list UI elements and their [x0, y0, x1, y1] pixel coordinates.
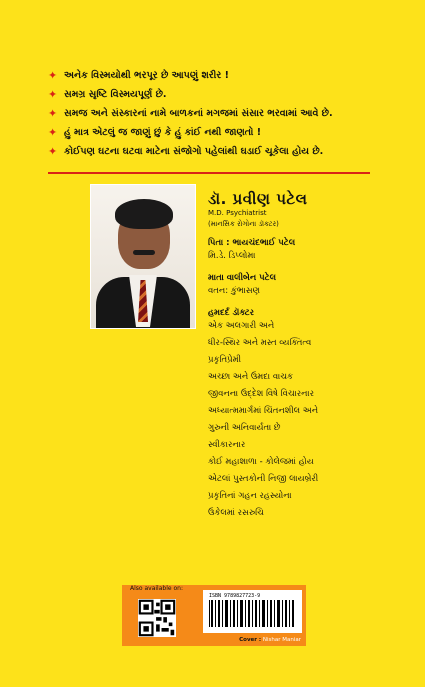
barcode-icon [203, 590, 302, 633]
author-photo [90, 184, 196, 329]
father-education: મિ.ડે. ડિપ્લોમા [208, 251, 256, 261]
author-degree: M.D. Psychiatrist [208, 209, 267, 217]
bio-heading: હમદર્દ ડૉક્ટર [208, 308, 255, 318]
native-place: વતન: કુંભાસણ [208, 286, 261, 296]
star-icon: ✦ [48, 107, 58, 120]
bio-line: ગુરુની અનિવાર્યતા છે [208, 423, 281, 433]
bio-line: ધીર-સ્થિર અને મસ્ત વ્યક્તિત્વ [208, 338, 312, 348]
also-available-label: Also available on: [130, 585, 183, 592]
feature-item: ✦ સમજ અને સંસ્કારનાં નામે બાળકનાં મગજમાં સંસાર ભરવામાં આવે છે. [48, 104, 388, 123]
feature-item: ✦ અનેક વિસ્મયોથી ભરપૂર છે આપણું શરીર ! [48, 66, 388, 85]
father-name: પિતા : ભાયચંદભાઈ પટેલ [208, 238, 296, 248]
star-icon: ✦ [48, 126, 58, 139]
feature-list [48, 66, 388, 161]
mother-name: માતા વાલીબેન પટેલ [208, 273, 277, 283]
feature-item: ✦ કોઈપણ ઘટના ઘટવા માટેના સંજોગો પહેલાંથી ઘડાઈ ચૂકેલા હોય છે. [48, 142, 388, 161]
bio-line: જીવનના ઉદ્દેશ વિષે વિચારનાર [208, 389, 314, 399]
feature-item: ✦ સમગ્ર સૃષ્ટિ વિસ્મયપૂર્ણ છે. [48, 85, 388, 104]
bio-line: પ્રકૃતિનાં ગહન રહસ્યોના [208, 491, 292, 501]
bio-line: અચ્છા અને ઉમદા વાચક [208, 372, 294, 382]
bio-line: સ્વીકારનાર [208, 440, 246, 450]
star-icon: ✦ [48, 145, 58, 158]
star-icon: ✦ [48, 88, 58, 101]
bio-line: એક અલગારી અને [208, 321, 275, 331]
author-bio [208, 190, 398, 522]
bio-line: ઉકેલમાં રસરુચિ [208, 508, 264, 518]
svg-text:ISBN 9789827723-9: ISBN 9789827723-9 [209, 593, 261, 599]
barcode-panel [122, 585, 306, 646]
bio-line: કોઈ મહાશાળા - કોલેજમાં હોય [208, 457, 314, 467]
author-name: ડૉ. પ્રવીણ પટેલ [208, 190, 308, 208]
bio-line: અધ્યાત્મમાર્ગમાં ચિંતનશીલ અને [208, 406, 319, 416]
author-degree-gujarati: (માનસિક રોગોના ડૉક્ટર) [208, 220, 279, 228]
bio-line: એટલાં પુસ્તકોની નિજી લાયબ્રેરી [208, 474, 319, 484]
star-icon: ✦ [48, 69, 58, 82]
feature-item: ✦ હું માત્ર એટલું જ જાણું છું કે હું કાંઈ નથી જાણતો ! [48, 123, 388, 142]
section-divider [48, 172, 370, 174]
qr-code-icon [138, 599, 176, 637]
bio-line: પ્રકૃતિપ્રેમી [208, 355, 242, 365]
cover-credit: Cover : Nishar Maniar [239, 637, 301, 643]
